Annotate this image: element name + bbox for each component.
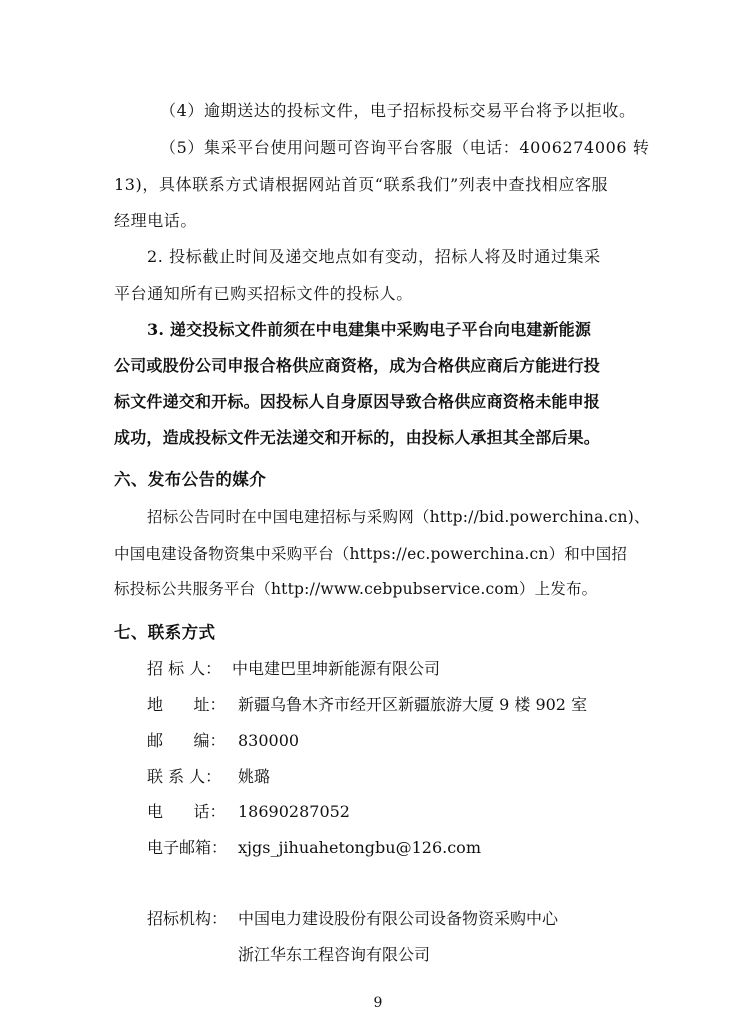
address-label: 地 址： [147, 695, 226, 714]
phone-label: 电 话： [147, 802, 226, 821]
contact-person-value: 姚璐 [238, 767, 271, 786]
item-4: （4）逾期送达的投标文件，电子招标投标交易平台将予以拒收。 [160, 101, 636, 120]
para-2-line-2: 平台通知所有已购买招标文件的投标人。 [114, 284, 413, 303]
address-value: 新疆乌鲁木齐市经开区新疆旅游大厦 9 楼 902 室 [238, 695, 588, 714]
para-3-line-4: 成功，造成投标文件无法递交和开标的，由投标人承担其全部后果。 [114, 428, 601, 447]
para-3-line-1: 3. 递交投标文件前须在中电建集中采购电子平台向电建新能源 [147, 320, 592, 339]
section-6-line-3: 标投标公共服务平台（http://www.cebpubservice.com）上发布。 [114, 580, 598, 598]
item-5-line-3: 经理电话。 [114, 211, 198, 230]
email-label: 电子邮箱： [147, 838, 228, 857]
item-5-line-2: 13)，具体联系方式请根据网站首页“联系我们”列表中查找相应客服 [114, 175, 609, 194]
tenderer-label: 招 标 人： [147, 659, 222, 678]
para-2-line-1: 2. 投标截止时间及递交地点如有变动，招标人将及时通过集采 [147, 247, 601, 266]
section-6-line-2: 中国电建设备物资集中采购平台（https://ec.powerchina.cn）和中国招 [114, 545, 628, 563]
email-value: xjgs_jihuahetongbu@126.com [238, 838, 481, 857]
phone-value: 18690287052 [238, 802, 350, 821]
tenderer-value: 中电建巴里坤新能源有限公司 [232, 659, 441, 678]
para-3-line-2: 公司或股份公司申报合格供应商资格，成为合格供应商后方能进行投 [114, 356, 601, 375]
section-7-title: 七、联系方式 [114, 623, 216, 642]
section-6-title: 六、发布公告的媒介 [114, 470, 267, 489]
postcode-label: 邮 编： [147, 731, 226, 750]
section-6-line-1: 招标公告同时在中国电建招标与采购网（http://bid.powerchina.cn)、 [147, 508, 650, 526]
item-5-line-1: （5）集采平台使用问题可咨询平台客服（电话：4006274006 转 [160, 138, 650, 157]
contact-person-label: 联 系 人： [147, 767, 222, 786]
agency-value-1: 中国电力建设股份有限公司设备物资采购中心 [238, 909, 559, 928]
agency-value-2: 浙江华东工程咨询有限公司 [238, 945, 431, 964]
para-3-line-3: 标文件递交和开标。因投标人自身原因导致合格供应商资格未能申报 [114, 392, 601, 411]
page-number: 9 [373, 995, 383, 1011]
postcode-value: 830000 [238, 731, 300, 750]
agency-label: 招标机构： [147, 909, 228, 928]
